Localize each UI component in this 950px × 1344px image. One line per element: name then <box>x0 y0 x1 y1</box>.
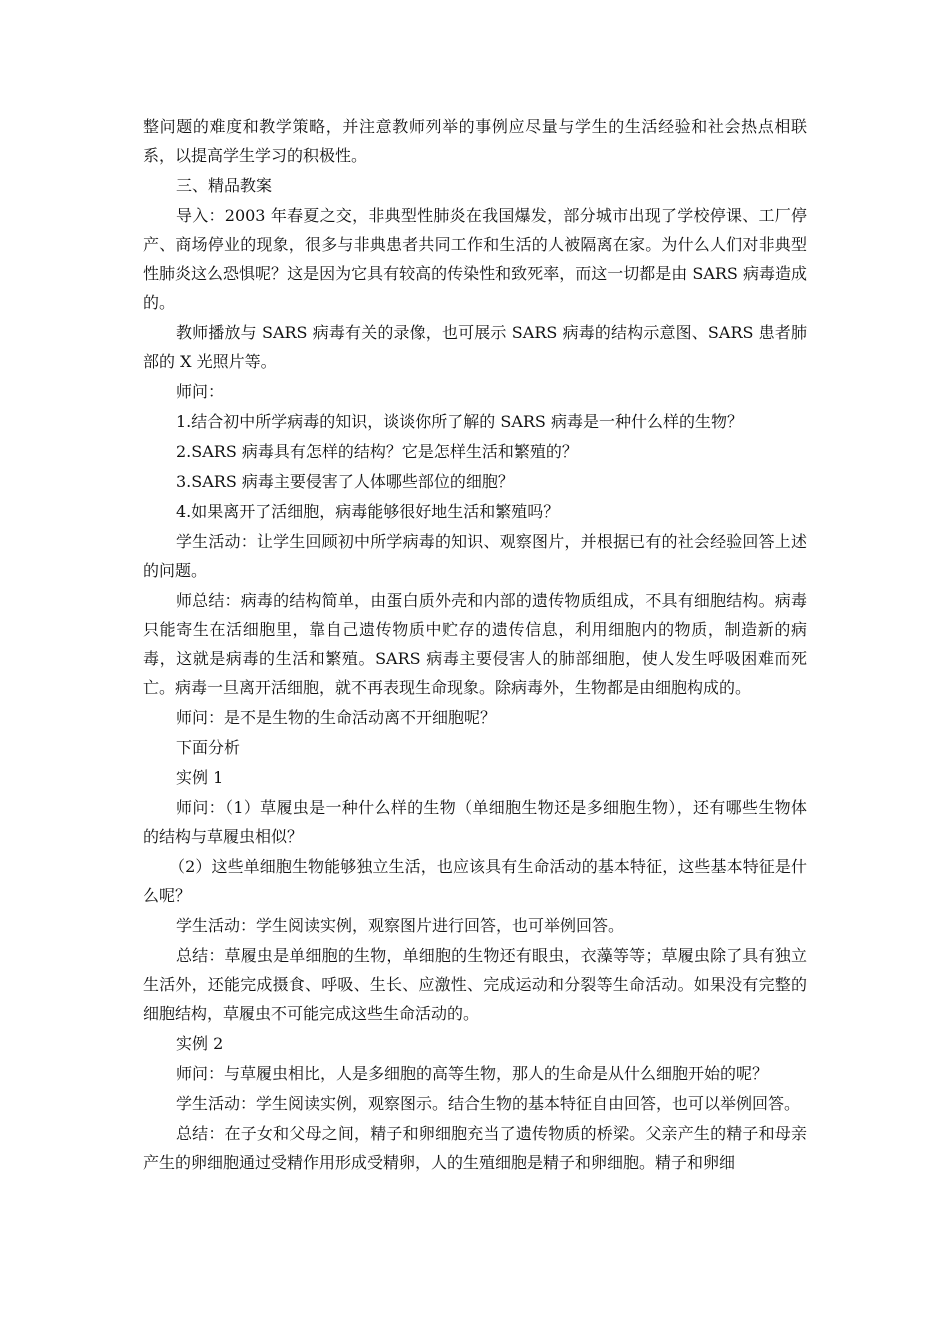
example-1-heading: 实例 1 <box>176 768 224 787</box>
teacher-summary: 师总结：病毒的结构简单，由蛋白质外壳和内部的遗传物质组成，不具有细胞结构。病毒只能寄生在活细胞里，靠自己遗传物质中贮存的遗传信息，利用细胞内的物质，制造新的病毒，这就是病毒的生活和繁殖。SARS 病毒主要侵害人的肺部细胞，使人发生呼吸困难而死亡。病毒一旦离开活细胞，就不再表现生命现象。除病毒外，生物都是由细胞构成的。 <box>143 591 807 697</box>
example-2-heading: 实例 2 <box>176 1034 224 1053</box>
paragraph-intro: 导入：2003 年春夏之交，非典型性肺炎在我国爆发，部分城市出现了学校停课、工厂停产、商场停业的现象，很多与非典患者共同工作和生活的人被隔离在家。为什么人们对非典型性肺炎这么恐惧呢？这是因为它具有较高的传染性和致死率，而这一切都是由 SARS 病毒造成的。 <box>143 206 807 312</box>
example-1-summary: 总结：草履虫是单细胞的生物，单细胞的生物还有眼虫，衣藻等等；草履虫除了具有独立生活外，还能完成摄食、呼吸、生长、应激性、完成运动和分裂等生命活动。如果没有完整的细胞结构，草履虫不可能完成这些生命活动的。 <box>143 946 807 1023</box>
paragraph-1: 整问题的难度和教学策略，并注意教师列举的事例应尽量与学生的生活经验和社会热点相联系，以提高学生学习的积极性。 <box>143 117 807 165</box>
paragraph-video: 教师播放与 SARS 病毒有关的录像，也可展示 SARS 病毒的结构示意图、SARS 患者肺部的 X 光照片等。 <box>143 323 807 371</box>
example-2-summary: 总结：在子女和父母之间，精子和卵细胞充当了遗传物质的桥梁。父亲产生的精子和母亲产生的卵细胞通过受精作用形成受精卵，人的生殖细胞是精子和卵细胞。精子和卵细 <box>143 1124 807 1172</box>
question-2: 2.SARS 病毒具有怎样的结构？它是怎样生活和繁殖的？ <box>176 442 578 461</box>
example-1-question-1: 师问：（1）草履虫是一种什么样的生物（单细胞生物还是多细胞生物），还有哪些生物体的结构与草履虫相似？ <box>143 798 807 846</box>
question-4: 4.如果离开了活细胞，病毒能够很好地生活和繁殖吗？ <box>176 502 560 521</box>
paragraph-teacher-ask: 师问： <box>176 382 225 401</box>
teacher-question: 师问：是不是生物的生命活动离不开细胞呢？ <box>176 708 497 727</box>
question-3: 3.SARS 病毒主要侵害了人体哪些部位的细胞？ <box>176 472 514 491</box>
student-activity-3: 学生活动：学生阅读实例，观察图示。结合生物的基本特征自由回答，也可以举例回答。 <box>176 1094 801 1113</box>
analysis-heading: 下面分析 <box>176 738 241 757</box>
document-page <box>143 112 807 1178</box>
example-1-question-2: （2）这些单细胞生物能够独立生活，也应该具有生命活动的基本特征，这些基本特征是什么呢？ <box>143 857 807 905</box>
question-1: 1.结合初中所学病毒的知识，谈谈你所了解的 SARS 病毒是一种什么样的生物？ <box>176 412 743 431</box>
example-2-question: 师问：与草履虫相比，人是多细胞的高等生物，那人的生命是从什么细胞开始的呢？ <box>176 1064 769 1083</box>
section-heading: 三、精品教案 <box>176 176 273 195</box>
student-activity-2: 学生活动：学生阅读实例，观察图片进行回答，也可举例回答。 <box>176 916 625 935</box>
student-activity-1: 学生活动：让学生回顾初中所学病毒的知识、观察图片，并根据已有的社会经验回答上述的问题。 <box>143 532 807 580</box>
